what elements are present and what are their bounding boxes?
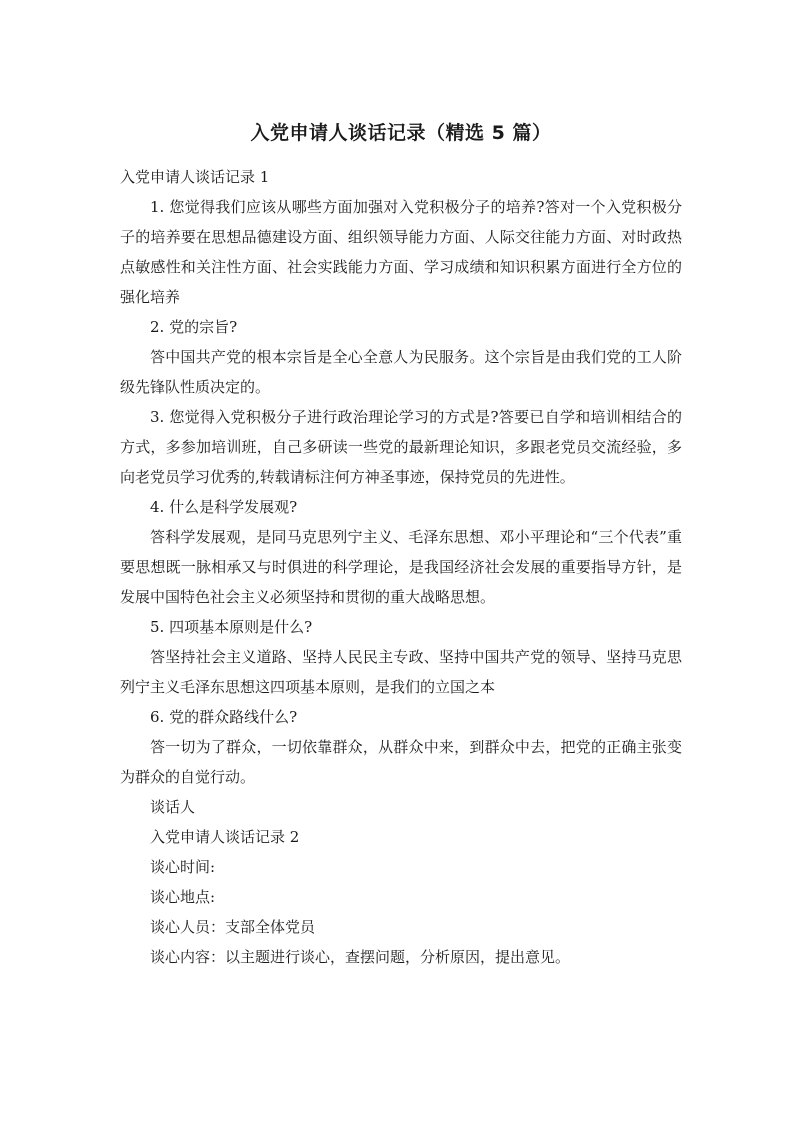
document-title: 入党申请人谈话记录（精选 5 篇） [250, 122, 552, 144]
answer-2: 答中国共产党的根本宗旨是全心全意人为民服务。这个宗旨是由我们党的工人阶级先锋队性质决定的。 [120, 348, 682, 396]
talk-location: 谈心地点: [150, 888, 216, 906]
record-2 [120, 822, 682, 972]
record-1-heading: 入党申请人谈话记录 1 [120, 168, 270, 186]
talk-time: 谈心时间: [150, 858, 216, 876]
answer-4: 答科学发展观，是同马克思列宁主义、毛泽东思想、邓小平理论和“三个代表”重要思想既一脉相承又与时俱进的科学理论，是我国经济社会发展的重要指导方针，是发展中国特色社会主义必须坚持和贯彻的重大战略思想。 [120, 528, 682, 606]
question-4: 4. 什么是科学发展观? [150, 498, 298, 516]
answer-5: 答坚持社会主义道路、坚持人民民主专政、坚持中国共产党的领导、坚持马克思列宁主义毛泽东思想这四项基本原则，是我们的立国之本 [120, 648, 682, 696]
answer-6: 答一切为了群众，一切依靠群众，从群众中来，到群众中去，把党的正确主张变为群众的自觉行动。 [120, 738, 682, 786]
signoff-interviewer: 谈话人 [150, 798, 196, 816]
question-3: 3. 您觉得入党积极分子进行政治理论学习的方式是?答要已自学和培训相结合的方式，多参加培训班，自己多研读一些党的最新理论知识，多跟老党员交流经验，多向老党员学习优秀的,转载请标注何方神圣事迹，保持党员的先进性。 [120, 408, 682, 486]
record-2-heading: 入党申请人谈话记录 2 [150, 828, 300, 846]
record-1 [120, 162, 682, 822]
talk-content: 谈心内容：以主题进行谈心，查摆问题，分析原因，提出意见。 [150, 948, 571, 966]
question-2: 2. 党的宗旨? [150, 318, 238, 336]
talk-participants: 谈心人员：支部全体党员 [150, 918, 316, 936]
question-1: 1. 您觉得我们应该从哪些方面加强对入党积极分子的培养?答对一个入党积极分子的培养要在思想品德建设方面、组织领导能力方面、人际交往能力方面、对时政热点敏感性和关注性方面、社会实践能力方面、学习成绩和知识积累方面进行全方位的强化培养 [120, 198, 682, 306]
question-6: 6. 党的群众路线什么? [150, 708, 298, 726]
question-5: 5. 四项基本原则是什么? [150, 618, 313, 636]
